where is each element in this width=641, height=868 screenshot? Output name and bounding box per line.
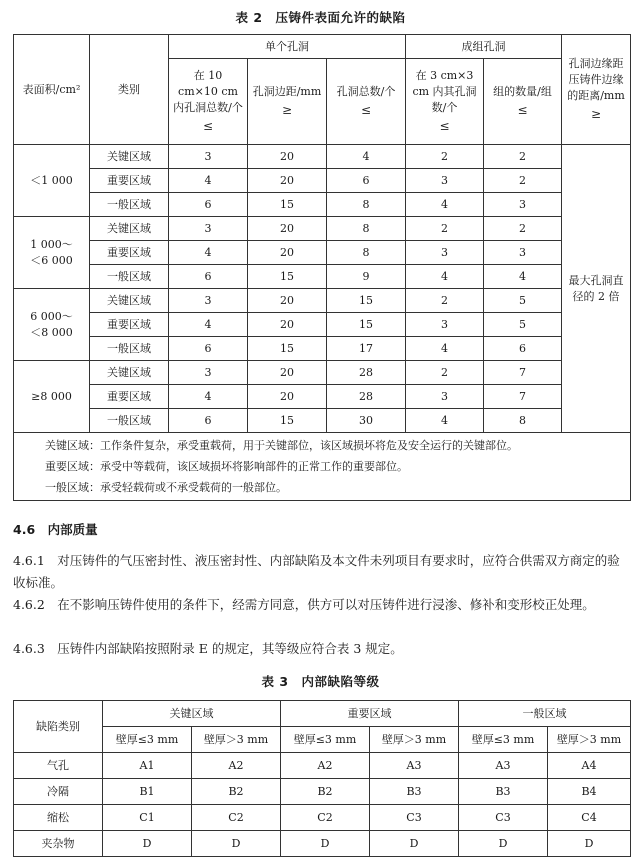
category-cell: 重要区域 <box>90 169 169 193</box>
value-cell: 6 <box>327 169 406 193</box>
grade-cell: C3 <box>459 805 548 831</box>
grade-cell: B3 <box>370 779 459 805</box>
grade-cell: A2 <box>281 753 370 779</box>
value-cell: 4 <box>169 241 248 265</box>
subheader-text: 孔洞边距/mm <box>252 84 322 98</box>
header-zone-important: 重要区域 <box>281 701 459 727</box>
header-zone-general: 一般区域 <box>459 701 631 727</box>
value-cell: 20 <box>248 289 327 313</box>
value-cell: 4 <box>406 409 484 433</box>
table-row <box>14 241 631 265</box>
category-cell: 关键区域 <box>90 145 169 169</box>
paragraph-4-6-3: 4.6.3 压铸件内部缺陷按照附录 E 的规定，其等级应符合表 3 规定。 <box>13 641 403 656</box>
table-row <box>14 217 631 241</box>
area-cell: 6 000～＜8 000 <box>14 289 90 361</box>
table3-title: 表 3 内部缺陷等级 <box>261 674 380 689</box>
value-cell: 4 <box>484 265 562 289</box>
header-wall-thin: 壁厚≤3 mm <box>103 727 192 753</box>
value-cell: 6 <box>169 337 248 361</box>
note-general: 一般区域：承受轻载荷或不承受载荷的一般部位。 <box>45 481 287 494</box>
category-cell: 一般区域 <box>90 193 169 217</box>
value-cell: 2 <box>406 361 484 385</box>
value-cell: 3 <box>484 241 562 265</box>
grade-cell: A3 <box>370 753 459 779</box>
grade-cell: D <box>548 831 631 857</box>
value-cell: 20 <box>248 385 327 409</box>
value-cell: 3 <box>169 289 248 313</box>
grade-cell: B1 <box>103 779 192 805</box>
header-category: 类别 <box>90 35 169 145</box>
header-wall-thin: 壁厚≤3 mm <box>281 727 370 753</box>
subheader-cell <box>169 59 248 145</box>
value-cell: 20 <box>248 241 327 265</box>
grade-cell: C4 <box>548 805 631 831</box>
table-row <box>14 313 631 337</box>
value-cell: 17 <box>327 337 406 361</box>
value-cell: 8 <box>484 409 562 433</box>
grade-cell: D <box>281 831 370 857</box>
table-row <box>14 145 631 169</box>
header-wall-thin: 壁厚≤3 mm <box>459 727 548 753</box>
value-cell: 4 <box>327 145 406 169</box>
value-cell: 3 <box>169 217 248 241</box>
grade-cell: D <box>103 831 192 857</box>
value-cell: 15 <box>248 193 327 217</box>
value-cell: 20 <box>248 313 327 337</box>
header-wall-thick: 壁厚＞3 mm <box>192 727 281 753</box>
header-edge-distance <box>562 35 631 145</box>
note-critical: 关键区域：工作条件复杂，承受重载荷，用于关键部位，该区域损坏将危及安全运行的关键部位。 <box>45 439 518 452</box>
header-area: 表面积/cm² <box>14 35 90 145</box>
table-row <box>14 337 631 361</box>
grade-cell: C1 <box>103 805 192 831</box>
subheader-cell <box>406 59 484 145</box>
table2-title: 表 2 压铸件表面允许的缺陷 <box>235 10 406 25</box>
value-cell: 4 <box>406 193 484 217</box>
grade-cell: B2 <box>281 779 370 805</box>
grade-cell: C2 <box>281 805 370 831</box>
header-defect-type: 缺陷类别 <box>14 701 103 753</box>
value-cell: 7 <box>484 361 562 385</box>
table-notes <box>14 433 631 501</box>
category-cell: 关键区域 <box>90 217 169 241</box>
grade-cell: D <box>459 831 548 857</box>
value-cell: 7 <box>484 385 562 409</box>
defect-name: 夹杂物 <box>14 831 103 857</box>
subheader-symbol: ≤ <box>517 102 528 117</box>
value-cell: 15 <box>248 265 327 289</box>
table-row <box>14 169 631 193</box>
value-cell: 20 <box>248 145 327 169</box>
table-row <box>14 805 631 831</box>
section-heading: 4.6 内部质量 <box>13 522 98 537</box>
subheader-symbol: ≤ <box>439 118 450 133</box>
value-cell: 28 <box>327 361 406 385</box>
value-cell: 4 <box>169 313 248 337</box>
header-wall-thick: 壁厚＞3 mm <box>548 727 631 753</box>
grade-cell: A3 <box>459 753 548 779</box>
value-cell: 3 <box>169 361 248 385</box>
value-cell: 20 <box>248 169 327 193</box>
table-row <box>14 265 631 289</box>
grade-cell: C2 <box>192 805 281 831</box>
grade-cell: A4 <box>548 753 631 779</box>
value-cell: 2 <box>484 169 562 193</box>
value-cell: 3 <box>406 241 484 265</box>
value-cell: 15 <box>327 289 406 313</box>
internal-defects-table <box>13 700 631 857</box>
value-cell: 6 <box>169 193 248 217</box>
category-cell: 一般区域 <box>90 409 169 433</box>
value-cell: 2 <box>406 145 484 169</box>
table-row <box>14 779 631 805</box>
value-cell: 15 <box>248 337 327 361</box>
subheader-cell <box>484 59 562 145</box>
subheader-cell <box>248 59 327 145</box>
paragraph-4-6-1: 4.6.1 对压铸件的气压密封性、液压密封性、内部缺陷及本文件未列项目有要求时，应符合供需双方商定的验收标准。 <box>13 553 620 590</box>
category-cell: 关键区域 <box>90 289 169 313</box>
value-cell: 4 <box>169 169 248 193</box>
area-cell: ＜1 000 <box>14 145 90 217</box>
grade-cell: A2 <box>192 753 281 779</box>
value-cell: 3 <box>169 145 248 169</box>
defect-name: 气孔 <box>14 753 103 779</box>
edge-distance-value: 最大孔洞直径的 2 倍 <box>562 145 631 433</box>
value-cell: 4 <box>406 265 484 289</box>
value-cell: 3 <box>406 313 484 337</box>
subheader-cell <box>327 59 406 145</box>
value-cell: 20 <box>248 217 327 241</box>
table-row <box>14 193 631 217</box>
category-cell: 关键区域 <box>90 361 169 385</box>
subheader-text: 组的数量/组 <box>493 84 552 98</box>
value-cell: 5 <box>484 313 562 337</box>
grade-cell: D <box>192 831 281 857</box>
value-cell: 2 <box>406 289 484 313</box>
value-cell: 6 <box>169 265 248 289</box>
table-row <box>14 753 631 779</box>
paragraph-4-6-2: 4.6.2 在不影响压铸件使用的条件下，经需方同意，供方可以对压铸件进行浸渗、修补和变形校正处理。 <box>13 597 595 612</box>
table-row <box>14 831 631 857</box>
defect-name: 缩松 <box>14 805 103 831</box>
header-single-holes: 单个孔洞 <box>169 35 406 59</box>
subheader-text: 孔洞总数/个 <box>336 84 396 98</box>
value-cell: 4 <box>406 337 484 361</box>
value-cell: 15 <box>327 313 406 337</box>
grade-cell: C3 <box>370 805 459 831</box>
value-cell: 2 <box>484 145 562 169</box>
value-cell: 2 <box>406 217 484 241</box>
subheader-symbol: ≤ <box>360 102 372 117</box>
table-row <box>14 409 631 433</box>
category-cell: 一般区域 <box>90 265 169 289</box>
subheader-symbol: ≥ <box>281 102 293 117</box>
value-cell: 4 <box>169 385 248 409</box>
category-cell: 重要区域 <box>90 241 169 265</box>
header-edge-text: 孔洞边缘距压铸件边缘的距离/mm <box>567 56 625 102</box>
grade-cell: A1 <box>103 753 192 779</box>
subheader-text: 在 3 cm×3 cm 内其孔洞数/个 <box>412 68 477 114</box>
value-cell: 28 <box>327 385 406 409</box>
surface-defects-table <box>13 34 631 501</box>
note-important: 重要区域：承受中等载荷，该区域损坏将影响部件的正常工作的重要部位。 <box>45 460 408 473</box>
value-cell: 30 <box>327 409 406 433</box>
header-wall-thick: 壁厚＞3 mm <box>370 727 459 753</box>
category-cell: 一般区域 <box>90 337 169 361</box>
value-cell: 8 <box>327 241 406 265</box>
value-cell: 3 <box>406 169 484 193</box>
value-cell: 6 <box>484 337 562 361</box>
area-cell: ≥8 000 <box>14 361 90 433</box>
value-cell: 2 <box>484 217 562 241</box>
value-cell: 15 <box>248 409 327 433</box>
table-row <box>14 385 631 409</box>
grade-cell: D <box>370 831 459 857</box>
table-row <box>14 361 631 385</box>
header-edge-symbol: ≥ <box>590 106 602 121</box>
value-cell: 8 <box>327 217 406 241</box>
value-cell: 3 <box>406 385 484 409</box>
grade-cell: B3 <box>459 779 548 805</box>
category-cell: 重要区域 <box>90 385 169 409</box>
subheader-symbol: ≤ <box>202 118 214 133</box>
value-cell: 9 <box>327 265 406 289</box>
grade-cell: B4 <box>548 779 631 805</box>
area-cell: 1 000～＜6 000 <box>14 217 90 289</box>
grade-cell: B2 <box>192 779 281 805</box>
value-cell: 20 <box>248 361 327 385</box>
header-zone-critical: 关键区域 <box>103 701 281 727</box>
table-row <box>14 289 631 313</box>
subheader-text: 在 10 cm×10 cm 内孔洞总数/个 <box>173 68 243 114</box>
defect-name: 冷隔 <box>14 779 103 805</box>
value-cell: 8 <box>327 193 406 217</box>
category-cell: 重要区域 <box>90 313 169 337</box>
value-cell: 5 <box>484 289 562 313</box>
value-cell: 3 <box>484 193 562 217</box>
header-group-holes: 成组孔洞 <box>406 35 562 59</box>
value-cell: 6 <box>169 409 248 433</box>
